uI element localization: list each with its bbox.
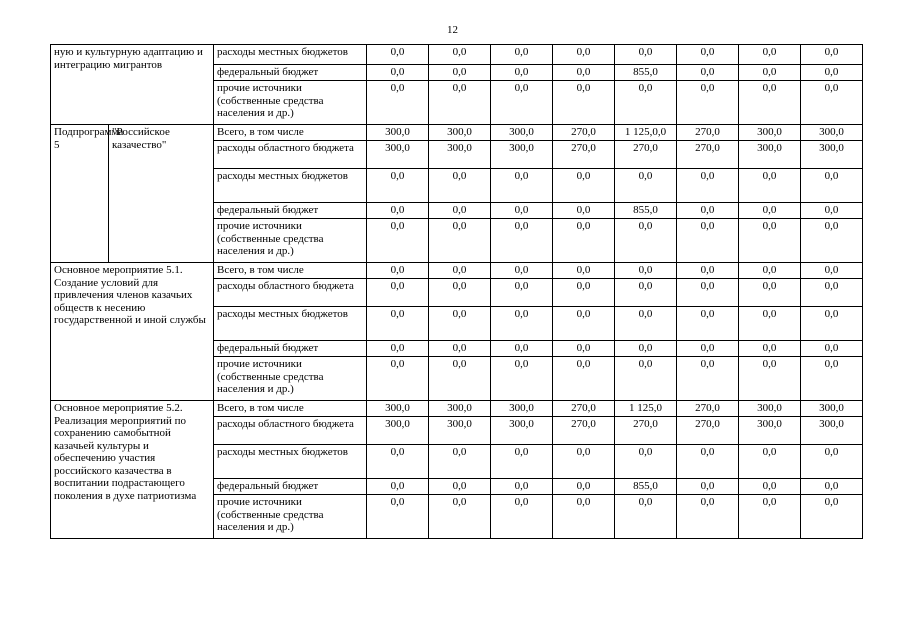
amount-cell: 0,0 (367, 65, 429, 81)
amount-cell: 270,0 (615, 417, 677, 445)
funding-source-cell: расходы областного бюджета (214, 417, 367, 445)
amount-cell: 855,0 (615, 479, 677, 495)
funding-source-cell: расходы местных бюджетов (214, 307, 367, 341)
funding-source-cell: прочие источники (собственные средства населения и др.) (214, 219, 367, 263)
amount-cell: 0,0 (367, 219, 429, 263)
amount-cell: 0,0 (553, 479, 615, 495)
amount-cell: 0,0 (491, 357, 553, 401)
amount-cell: 0,0 (677, 65, 739, 81)
amount-cell: 0,0 (491, 81, 553, 125)
amount-cell: 300,0 (429, 141, 491, 169)
budget-row (51, 125, 863, 141)
amount-cell: 0,0 (615, 279, 677, 307)
amount-cell: 300,0 (429, 125, 491, 141)
amount-cell: 0,0 (739, 81, 801, 125)
program-description-cell: ную и культурную адаптацию и интеграцию мигрантов (51, 45, 214, 125)
amount-cell: 300,0 (367, 417, 429, 445)
amount-cell: 0,0 (677, 263, 739, 279)
budget-table (50, 44, 863, 539)
amount-cell: 0,0 (429, 203, 491, 219)
amount-cell: 300,0 (429, 417, 491, 445)
amount-cell: 0,0 (367, 169, 429, 203)
amount-cell: 0,0 (739, 307, 801, 341)
amount-cell: 0,0 (429, 445, 491, 479)
amount-cell: 0,0 (367, 445, 429, 479)
amount-cell: 0,0 (553, 45, 615, 65)
amount-cell: 270,0 (553, 125, 615, 141)
amount-cell: 0,0 (677, 203, 739, 219)
funding-source-cell: Всего, в том числе (214, 401, 367, 417)
amount-cell: 300,0 (491, 125, 553, 141)
amount-cell: 0,0 (553, 81, 615, 125)
funding-source-cell: расходы местных бюджетов (214, 45, 367, 65)
amount-cell: 300,0 (429, 401, 491, 417)
amount-cell: 0,0 (367, 307, 429, 341)
amount-cell: 0,0 (615, 219, 677, 263)
amount-cell: 0,0 (429, 341, 491, 357)
amount-cell: 0,0 (615, 445, 677, 479)
amount-cell: 270,0 (553, 417, 615, 445)
amount-cell: 0,0 (367, 341, 429, 357)
amount-cell: 0,0 (615, 357, 677, 401)
amount-cell: 0,0 (615, 169, 677, 203)
funding-source-cell: прочие источники (собственные средства населения и др.) (214, 357, 367, 401)
amount-cell: 0,0 (491, 279, 553, 307)
amount-cell: 300,0 (491, 401, 553, 417)
amount-cell: 0,0 (367, 357, 429, 401)
funding-source-cell: расходы областного бюджета (214, 141, 367, 169)
amount-cell: 0,0 (615, 263, 677, 279)
program-name-cell: "Российское казачество" (109, 125, 214, 263)
funding-source-cell: расходы местных бюджетов (214, 445, 367, 479)
amount-cell: 0,0 (491, 169, 553, 203)
amount-cell: 0,0 (429, 65, 491, 81)
funding-source-cell: федеральный бюджет (214, 341, 367, 357)
amount-cell: 0,0 (553, 263, 615, 279)
page-number: 12 (447, 24, 458, 36)
amount-cell: 270,0 (553, 141, 615, 169)
amount-cell: 0,0 (367, 45, 429, 65)
amount-cell: 0,0 (367, 263, 429, 279)
amount-cell: 0,0 (367, 495, 429, 539)
amount-cell: 0,0 (677, 169, 739, 203)
amount-cell: 0,0 (677, 479, 739, 495)
amount-cell: 0,0 (677, 279, 739, 307)
amount-cell: 270,0 (677, 417, 739, 445)
amount-cell: 0,0 (739, 263, 801, 279)
amount-cell: 0,0 (429, 263, 491, 279)
amount-cell: 0,0 (801, 81, 863, 125)
amount-cell: 0,0 (801, 65, 863, 81)
amount-cell: 0,0 (491, 219, 553, 263)
amount-cell: 0,0 (553, 203, 615, 219)
funding-source-cell: федеральный бюджет (214, 65, 367, 81)
amount-cell: 0,0 (739, 203, 801, 219)
amount-cell: 0,0 (491, 263, 553, 279)
amount-cell: 0,0 (615, 81, 677, 125)
amount-cell: 0,0 (429, 219, 491, 263)
amount-cell: 0,0 (615, 495, 677, 539)
amount-cell: 0,0 (677, 357, 739, 401)
amount-cell: 855,0 (615, 65, 677, 81)
amount-cell: 0,0 (553, 219, 615, 263)
amount-cell: 300,0 (367, 141, 429, 169)
amount-cell: 0,0 (801, 341, 863, 357)
budget-row (51, 45, 863, 65)
funding-source-cell: Всего, в том числе (214, 263, 367, 279)
amount-cell: 0,0 (739, 357, 801, 401)
amount-cell: 0,0 (491, 203, 553, 219)
amount-cell: 0,0 (429, 307, 491, 341)
amount-cell: 0,0 (739, 341, 801, 357)
amount-cell: 0,0 (429, 357, 491, 401)
amount-cell: 0,0 (429, 45, 491, 65)
amount-cell: 0,0 (677, 45, 739, 65)
amount-cell: 270,0 (553, 401, 615, 417)
amount-cell: 0,0 (491, 445, 553, 479)
program-description-cell: Основное мероприятие 5.2. Реализация мероприятий по сохранению самобытной казачьей культуры и обеспечению участия российского казачества в воспитании подрастающего поколения в духе патриотизма (51, 401, 214, 539)
amount-cell: 0,0 (615, 45, 677, 65)
amount-cell: 0,0 (739, 445, 801, 479)
amount-cell: 0,0 (801, 45, 863, 65)
amount-cell: 1 125,0 (615, 401, 677, 417)
amount-cell: 0,0 (615, 341, 677, 357)
amount-cell: 0,0 (801, 357, 863, 401)
amount-cell: 0,0 (801, 445, 863, 479)
amount-cell: 855,0 (615, 203, 677, 219)
amount-cell: 270,0 (615, 141, 677, 169)
budget-table-body (51, 45, 863, 539)
amount-cell: 270,0 (677, 125, 739, 141)
amount-cell: 1 125,0,0 (615, 125, 677, 141)
amount-cell: 0,0 (367, 81, 429, 125)
amount-cell: 0,0 (553, 65, 615, 81)
amount-cell: 0,0 (677, 495, 739, 539)
funding-source-cell: федеральный бюджет (214, 203, 367, 219)
amount-cell: 0,0 (801, 307, 863, 341)
amount-cell: 0,0 (553, 279, 615, 307)
amount-cell: 0,0 (429, 279, 491, 307)
amount-cell: 300,0 (739, 417, 801, 445)
funding-source-cell: Всего, в том числе (214, 125, 367, 141)
amount-cell: 0,0 (739, 479, 801, 495)
amount-cell: 0,0 (677, 219, 739, 263)
amount-cell: 0,0 (677, 445, 739, 479)
amount-cell: 0,0 (367, 279, 429, 307)
funding-source-cell: прочие источники (собственные средства населения и др.) (214, 495, 367, 539)
funding-source-cell: федеральный бюджет (214, 479, 367, 495)
amount-cell: 0,0 (553, 445, 615, 479)
amount-cell: 300,0 (367, 401, 429, 417)
amount-cell: 0,0 (491, 307, 553, 341)
amount-cell: 0,0 (801, 169, 863, 203)
amount-cell: 0,0 (801, 263, 863, 279)
amount-cell: 0,0 (801, 479, 863, 495)
amount-cell: 0,0 (801, 219, 863, 263)
budget-row (51, 263, 863, 279)
amount-cell: 300,0 (801, 141, 863, 169)
amount-cell: 0,0 (801, 495, 863, 539)
budget-row (51, 401, 863, 417)
amount-cell: 0,0 (739, 65, 801, 81)
amount-cell: 0,0 (739, 219, 801, 263)
amount-cell: 0,0 (429, 169, 491, 203)
amount-cell: 0,0 (491, 341, 553, 357)
amount-cell: 0,0 (553, 357, 615, 401)
amount-cell: 0,0 (553, 495, 615, 539)
amount-cell: 0,0 (491, 65, 553, 81)
amount-cell: 0,0 (367, 479, 429, 495)
amount-cell: 300,0 (491, 141, 553, 169)
amount-cell: 0,0 (553, 341, 615, 357)
amount-cell: 0,0 (429, 81, 491, 125)
amount-cell: 0,0 (739, 169, 801, 203)
amount-cell: 300,0 (739, 141, 801, 169)
amount-cell: 300,0 (801, 125, 863, 141)
amount-cell: 0,0 (615, 307, 677, 341)
program-label-cell: Подпрограмма 5 (51, 125, 109, 263)
amount-cell: 300,0 (367, 125, 429, 141)
funding-source-cell: расходы местных бюджетов (214, 169, 367, 203)
amount-cell: 300,0 (801, 417, 863, 445)
amount-cell: 0,0 (677, 341, 739, 357)
amount-cell: 0,0 (491, 495, 553, 539)
amount-cell: 0,0 (491, 479, 553, 495)
amount-cell: 0,0 (677, 307, 739, 341)
program-description-cell: Основное мероприятие 5.1. Создание условий для привлечения членов казачьих обществ к несению государственной и иной службы (51, 263, 214, 401)
funding-source-cell: прочие источники (собственные средства населения и др.) (214, 81, 367, 125)
amount-cell: 270,0 (677, 401, 739, 417)
amount-cell: 270,0 (677, 141, 739, 169)
amount-cell: 300,0 (801, 401, 863, 417)
amount-cell: 0,0 (739, 495, 801, 539)
amount-cell: 300,0 (739, 401, 801, 417)
amount-cell: 0,0 (677, 81, 739, 125)
amount-cell: 300,0 (491, 417, 553, 445)
amount-cell: 0,0 (801, 203, 863, 219)
amount-cell: 0,0 (553, 307, 615, 341)
funding-source-cell: расходы областного бюджета (214, 279, 367, 307)
amount-cell: 0,0 (739, 279, 801, 307)
amount-cell: 0,0 (429, 495, 491, 539)
amount-cell: 0,0 (429, 479, 491, 495)
amount-cell: 300,0 (739, 125, 801, 141)
amount-cell: 0,0 (367, 203, 429, 219)
amount-cell: 0,0 (801, 279, 863, 307)
amount-cell: 0,0 (739, 45, 801, 65)
amount-cell: 0,0 (553, 169, 615, 203)
amount-cell: 0,0 (491, 45, 553, 65)
